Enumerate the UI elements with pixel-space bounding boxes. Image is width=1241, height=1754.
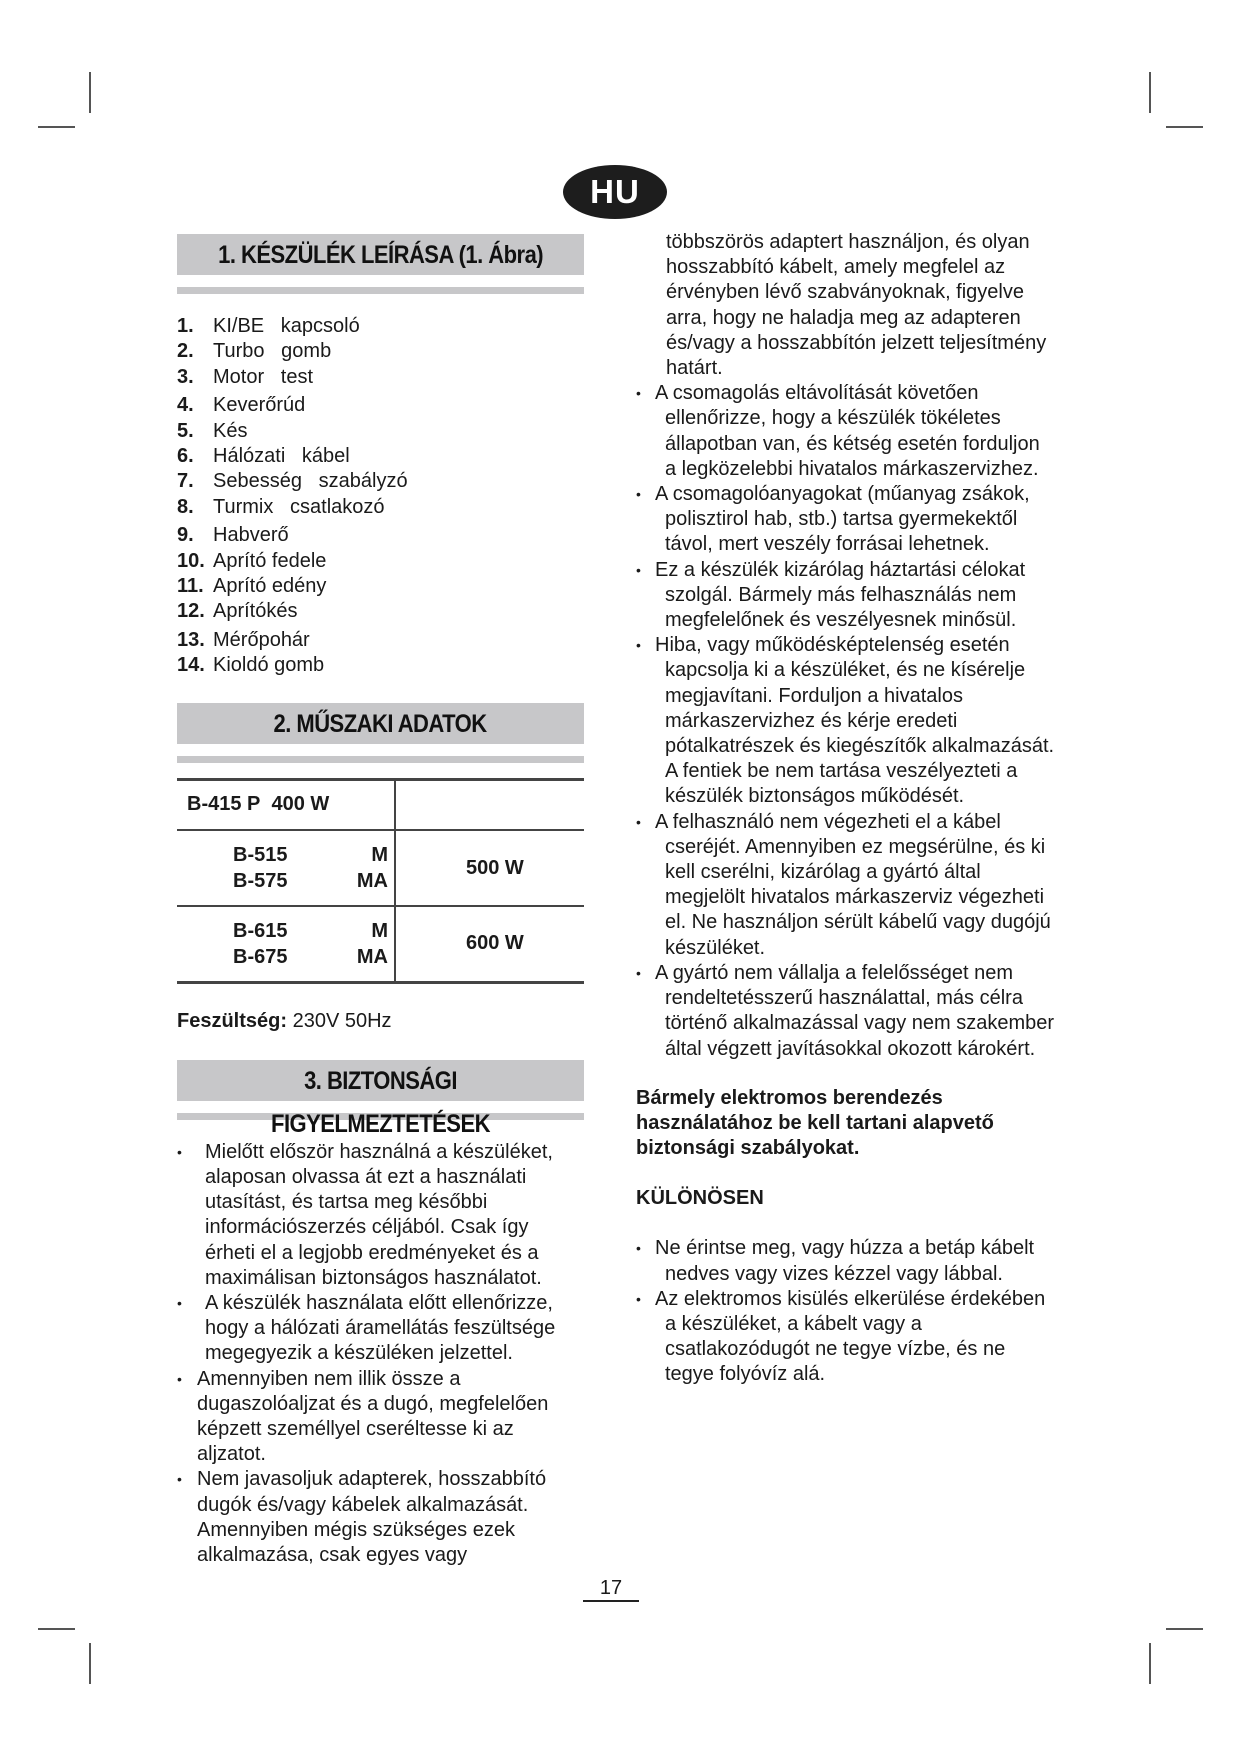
- list-item: 8. Turmix csatlakozó: [177, 495, 385, 518]
- crop-mark: [38, 126, 75, 128]
- crop-mark: [89, 72, 91, 113]
- section2-title: 2. MŰSZAKI ADATOK: [273, 709, 488, 738]
- crop-mark: [1149, 72, 1151, 113]
- table-row: [177, 830, 584, 906]
- list-item: • Az elektromos kisülés elkerülése érdekében a készüléket, a kábelt vagy a csatlakozódugót ne tegye vízbe, és ne tegye folyóvíz alá.: [636, 1287, 1056, 1388]
- table-cell: B-615 B-675 M MA: [177, 906, 395, 982]
- left-column: [177, 234, 584, 1568]
- language-badge: HU: [563, 165, 667, 219]
- section-divider: [177, 756, 584, 763]
- list-item: • Ez a készülék kizárólag háztartási célokat szolgál. Bármely más felhasználás nem megfelelőnek és veszélyesnek minősül.: [636, 558, 1056, 634]
- table-cell: B-415 P 400 W: [177, 779, 395, 830]
- section-divider: [177, 287, 584, 294]
- section1-heading: [177, 234, 584, 275]
- list-item: 1. KI/BE kapcsoló: [177, 315, 360, 337]
- table-row: [177, 906, 584, 982]
- table-cell: [395, 779, 584, 830]
- section1-title: 1. KÉSZÜLÉK LEÍRÁSA (1. Ábra): [218, 241, 543, 269]
- list-item: 13. Mérőpohár: [177, 628, 310, 651]
- list-item: • A készülék használata előtt ellenőrizze, hogy a hálózati áramellátás feszültsége megegyezik a készüléken jelzettel.: [177, 1291, 584, 1367]
- page-number: 17: [583, 1576, 639, 1602]
- list-item: 9. Habverő: [177, 524, 289, 547]
- section3-heading: [177, 1060, 584, 1138]
- subheading: KÜLÖNÖSEN: [636, 1187, 764, 1210]
- list-item: 3. Motor test: [177, 365, 314, 388]
- list-item: • A csomagolás eltávolítását követően ellenőrizze, hogy a készülék tökéletes állapotban van, és kétség esetén forduljon a legközelebbi hivatalos márkaszervizhez.: [636, 381, 1056, 482]
- list-item: 6. Hálózati kábel: [177, 445, 350, 468]
- list-item: • Hiba, vagy működésképtelenség esetén kapcsolja ki a készüléket, és ne kísérelje megjavítani. Forduljon a hivatalos márkaszervizhez és kérje eredeti pótalkatrészek és kiegészítők alkalmazását. A fentiek be nem tartása veszélyezteti a készülék biztonságos működését.: [636, 633, 1056, 809]
- warning-list: [636, 381, 1056, 1061]
- list-item: 10. Aprító fedele: [177, 549, 327, 572]
- list-item: 11. Aprító edény: [177, 575, 327, 598]
- voltage-line: Feszültség: 230V 50Hz: [177, 1009, 392, 1032]
- list-item: 2. Turbo gomb: [177, 340, 332, 363]
- table-cell: B-515 B-575 M MA: [177, 830, 395, 906]
- list-item: • Mielőtt először használná a készüléket, alaposan olvassa át ezt a használati utasítást, és tartsa meg későbbi információszerzés céljából. Csak így érheti el a legjobb eredményeket és a maximálisan biztonságos használatot.: [177, 1140, 584, 1291]
- list-item: 7. Sebesség szabályzó: [177, 470, 408, 493]
- section2-heading: [177, 703, 584, 744]
- crop-mark: [1166, 1628, 1203, 1630]
- table-row: [177, 779, 584, 830]
- table-cell: 500 W: [395, 830, 584, 906]
- table-cell: 600 W: [395, 906, 584, 982]
- crop-mark: [1166, 126, 1203, 128]
- list-item: 5. Kés: [177, 419, 248, 442]
- list-item: 4. Keverőrúd: [177, 394, 306, 417]
- list-item: • A csomagolóanyagokat (műanyag zsákok, polisztirol hab, stb.) tartsa gyermekektől távol, mert veszély forrásai lehetnek.: [636, 482, 1056, 558]
- list-item: • Nem javasoljuk adapterek, hosszabbító dugók és/vagy kábelek alkalmazását. Amennyiben mégis szükséges ezek alkalmazása, csak egyes vagy: [177, 1467, 584, 1568]
- list-item: 12. Aprítókés: [177, 600, 298, 623]
- continued-paragraph: többszörös adaptert használjon, és olyan hosszabbító kábelt, amely megfelel az érvényben lévő szabványoknak, figyelve arra, hogy ne haladja meg az adapteren és/vagy a hosszabbítón jelzett teljesítmény határt.: [666, 231, 1047, 380]
- bold-paragraph: Bármely elektromos berendezés használatához be kell tartani alapvető biztonsági szabályokat.: [636, 1086, 994, 1160]
- list-item: • Amennyiben nem illik össze a dugaszolóaljzat és a dugó, megfelelően képzett személlyel cseréltesse ki az aljzatot.: [177, 1367, 584, 1468]
- list-item: • Ne érintse meg, vagy húzza a betáp kábelt nedves vagy vizes kézzel vagy lábbal.: [636, 1236, 1056, 1286]
- list-item: 14. Kioldó gomb: [177, 654, 325, 677]
- warning-list-2: [636, 1236, 1056, 1387]
- section3-title: 3. BIZTONSÁGI FIGYELMEZTETÉSEK: [271, 1066, 490, 1138]
- parts-list: [177, 314, 584, 679]
- spec-table: [177, 778, 584, 984]
- crop-mark: [38, 1628, 75, 1630]
- list-item: • A gyártó nem vállalja a felelősséget nem rendeltetésszerű használattal, más célra történő alkalmazással vagy nem szakember által végzett javításokkal okozott károkért.: [636, 961, 1056, 1062]
- crop-mark: [89, 1643, 91, 1684]
- crop-mark: [1149, 1643, 1151, 1684]
- right-column: [636, 230, 1056, 1388]
- safety-list: [177, 1140, 584, 1568]
- list-item: • A felhasználó nem végezheti el a kábel cseréjét. Amennyiben ez megsérülne, és ki kell cserélni, kizárólag a gyártó által megjelölt hivatalos márkaszerviz végezheti el. Ne használjon sérült kábelű vagy dugójú készüléket.: [636, 810, 1056, 961]
